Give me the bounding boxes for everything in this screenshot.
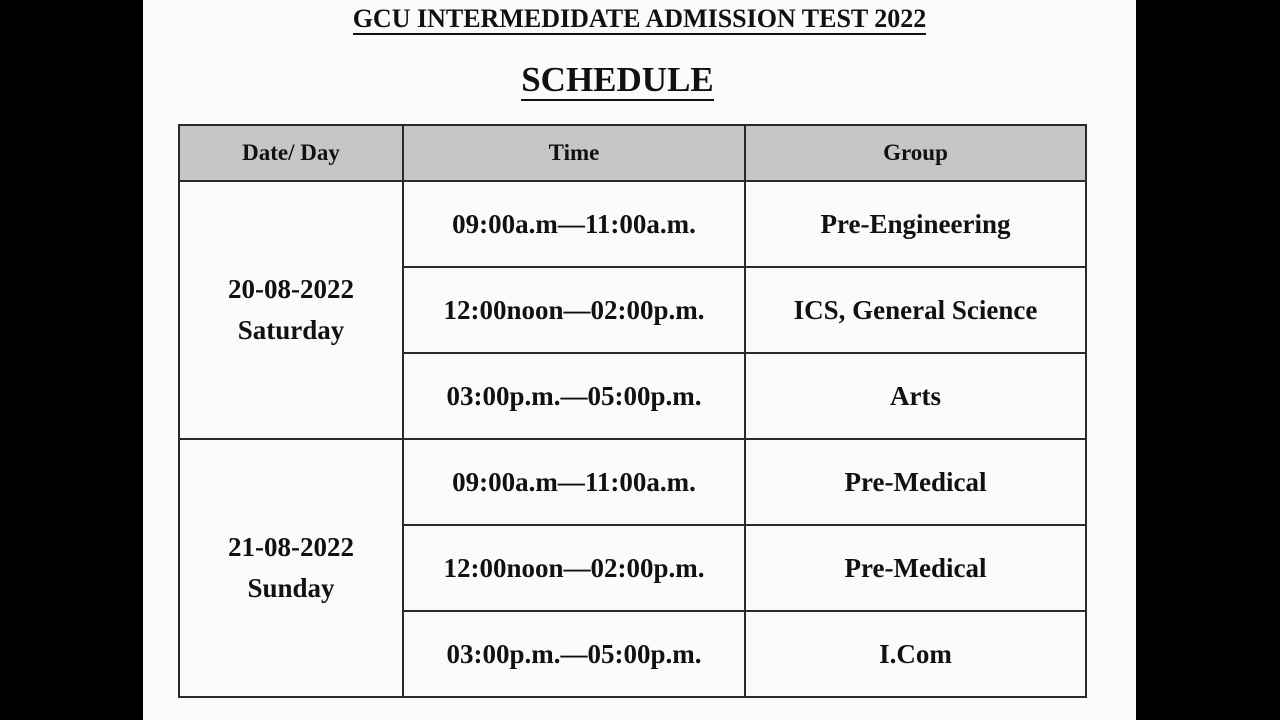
document-title (143, 4, 1136, 34)
document-title-text: GCU INTERMEDIDATE ADMISSION TEST 2022 (352, 4, 927, 33)
date-text: 21-08-2022 (228, 532, 354, 562)
group-cell: Pre-Medical (745, 525, 1086, 611)
date-cell (179, 439, 403, 697)
time-cell: 09:00a.m—11:00a.m. (403, 439, 745, 525)
day-text: Saturday (237, 315, 345, 345)
date-cell (179, 181, 403, 439)
table-row (179, 181, 1086, 267)
time-cell: 12:00noon—02:00p.m. (403, 267, 745, 353)
document-subtitle (121, 60, 1114, 100)
group-cell: Pre-Engineering (745, 181, 1086, 267)
table-row (179, 439, 1086, 525)
group-cell: ICS, General Science (745, 267, 1086, 353)
group-cell: Pre-Medical (745, 439, 1086, 525)
time-cell: 03:00p.m.—05:00p.m. (403, 353, 745, 439)
header-time: Time (403, 125, 745, 181)
time-cell: 12:00noon—02:00p.m. (403, 525, 745, 611)
group-cell: Arts (745, 353, 1086, 439)
day-text: Sunday (247, 573, 335, 603)
table-header-row (179, 125, 1086, 181)
header-group: Group (745, 125, 1086, 181)
document-page (143, 0, 1136, 720)
document-subtitle-text: SCHEDULE (521, 60, 714, 99)
time-cell: 03:00p.m.—05:00p.m. (403, 611, 745, 697)
group-cell: I.Com (745, 611, 1086, 697)
time-cell: 09:00a.m—11:00a.m. (403, 181, 745, 267)
header-date-day: Date/ Day (179, 125, 403, 181)
schedule-table (178, 124, 1087, 698)
date-text: 20-08-2022 (228, 274, 354, 304)
